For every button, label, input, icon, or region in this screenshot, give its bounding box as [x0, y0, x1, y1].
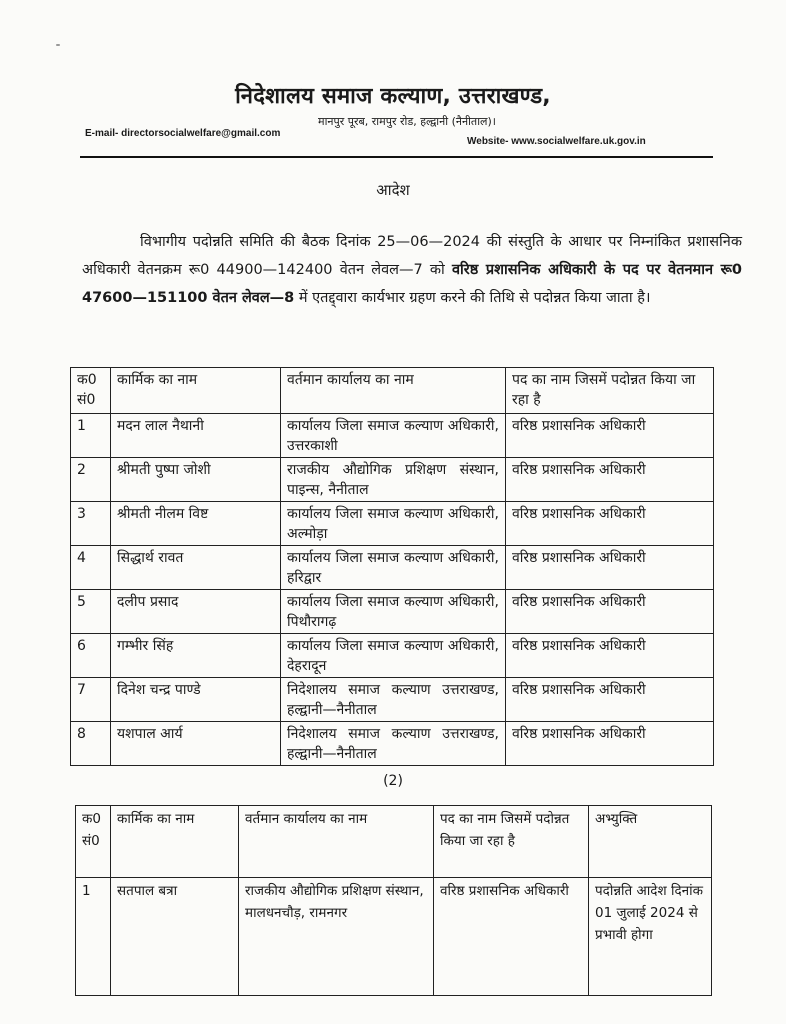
cell-employee-name: मदन लाल नैथानी [111, 414, 281, 458]
table-header-row [71, 368, 714, 414]
cell-serial: 6 [71, 634, 111, 678]
cell-post-name: वरिष्ठ प्रशासनिक अधिकारी [434, 878, 589, 996]
header-current-office: वर्तमान कार्यालय का नाम [239, 806, 434, 878]
header-post-name: पद का नाम जिसमें पदोन्नत किया जा रहा है [434, 806, 589, 878]
cell-current-office: कार्यालय जिला समाज कल्याण अधिकारी, हरिद्वार [281, 546, 506, 590]
header-employee-name: कार्मिक का नाम [111, 806, 239, 878]
cell-serial: 2 [71, 458, 111, 502]
cell-serial: 7 [71, 678, 111, 722]
promotion-table-2 [75, 805, 712, 996]
cell-employee-name: दलीप प्रसाद [111, 590, 281, 634]
cell-employee-name: दिनेश चन्द्र पाण्डे [111, 678, 281, 722]
promotion-table [70, 367, 714, 766]
header-post-name: पद का नाम जिसमें पदोन्नत किया जा रहा है [506, 368, 714, 414]
cell-serial: 1 [76, 878, 111, 996]
table-row [71, 502, 714, 546]
cell-post-name: वरिष्ठ प्रशासनिक अधिकारी [506, 634, 714, 678]
cell-serial: 8 [71, 722, 111, 766]
header-current-office: वर्तमान कार्यालय का नाम [281, 368, 506, 414]
cell-employee-name: यशपाल आर्य [111, 722, 281, 766]
cell-employee-name: सतपाल बत्रा [111, 878, 239, 996]
order-text-part1: विभागीय पदोन्नति समिति की बैठक दिनांक 25—06—2024 की संस्तुति के आधार पर निम्नांकित प्रशासनिक अधिकारी वेतनक्रम रू0 44900—142400 वेतन लेवल—7 को [82, 234, 742, 278]
cell-serial: 3 [71, 502, 111, 546]
table-row [71, 414, 714, 458]
header-serial: क0 सं0 [76, 806, 111, 878]
table-row [71, 590, 714, 634]
order-heading: आदेश [376, 181, 410, 199]
cell-employee-name: श्रीमती पुष्पा जोशी [111, 458, 281, 502]
table-row [76, 878, 712, 996]
department-address: मानपुर पूरब, रामपुर रोड, हल्द्वानी (नैनीताल)। [318, 115, 496, 128]
table-row [71, 722, 714, 766]
cell-employee-name: श्रीमती नीलम विष्ट [111, 502, 281, 546]
cell-serial: 1 [71, 414, 111, 458]
cell-serial: 5 [71, 590, 111, 634]
cell-employee-name: गम्भीर सिंह [111, 634, 281, 678]
order-text-part2: में एतद्द्वारा कार्यभार ग्रहण करने की तिथि से पदोन्नत किया जाता है। [294, 290, 651, 306]
cell-post-name: वरिष्ठ प्रशासनिक अधिकारी [506, 502, 714, 546]
cell-current-office: कार्यालय जिला समाज कल्याण अधिकारी, देहरादून [281, 634, 506, 678]
table-row [71, 546, 714, 590]
cell-remarks: पदोन्नति आदेश दिनांक 01 जुलाई 2024 से प्रभावी होगा [589, 878, 712, 996]
table-header-row [76, 806, 712, 878]
page-number: (2) [383, 773, 403, 789]
cell-current-office: राजकीय औद्योगिक प्रशिक्षण संस्थान, पाइन्स, नैनीताल [281, 458, 506, 502]
header-serial: क0 सं0 [71, 368, 111, 414]
cell-post-name: वरिष्ठ प्रशासनिक अधिकारी [506, 546, 714, 590]
email-line: E-mail- directorsocialwelfare@gmail.com [85, 128, 281, 139]
cell-post-name: वरिष्ठ प्रशासनिक अधिकारी [506, 590, 714, 634]
header-divider [80, 156, 713, 158]
cell-post-name: वरिष्ठ प्रशासनिक अधिकारी [506, 458, 714, 502]
cell-current-office: राजकीय औद्योगिक प्रशिक्षण संस्थान, मालधनचौड़, रामनगर [239, 878, 434, 996]
scan-speck [56, 44, 60, 46]
cell-post-name: वरिष्ठ प्रशासनिक अधिकारी [506, 722, 714, 766]
cell-serial: 4 [71, 546, 111, 590]
cell-current-office: कार्यालय जिला समाज कल्याण अधिकारी, उत्तरकाशी [281, 414, 506, 458]
header-remarks: अभ्युक्ति [589, 806, 712, 878]
cell-employee-name: सिद्धार्थ रावत [111, 546, 281, 590]
cell-current-office: कार्यालय जिला समाज कल्याण अधिकारी, अल्मोड़ा [281, 502, 506, 546]
table-row [71, 458, 714, 502]
table-row [71, 678, 714, 722]
cell-post-name: वरिष्ठ प्रशासनिक अधिकारी [506, 414, 714, 458]
order-paragraph [82, 228, 742, 312]
cell-current-office: निदेशालय समाज कल्याण उत्तराखण्ड, हल्द्वानी—नैनीताल [281, 722, 506, 766]
cell-current-office: निदेशालय समाज कल्याण उत्तराखण्ड, हल्द्वानी—नैनीताल [281, 678, 506, 722]
order-text-bold: वरिष्ठ प्रशासनिक अधिकारी के पद पर वेतनमान रू0 47600—151100 वेतन लेवल—8 [82, 262, 742, 306]
department-title: निदेशालय समाज कल्याण, उत्तराखण्ड, [235, 84, 551, 109]
cell-current-office: कार्यालय जिला समाज कल्याण अधिकारी, पिथौरागढ़ [281, 590, 506, 634]
header-employee-name: कार्मिक का नाम [111, 368, 281, 414]
website-line: Website- www.socialwelfare.uk.gov.in [467, 136, 646, 147]
table-row [71, 634, 714, 678]
cell-post-name: वरिष्ठ प्रशासनिक अधिकारी [506, 678, 714, 722]
